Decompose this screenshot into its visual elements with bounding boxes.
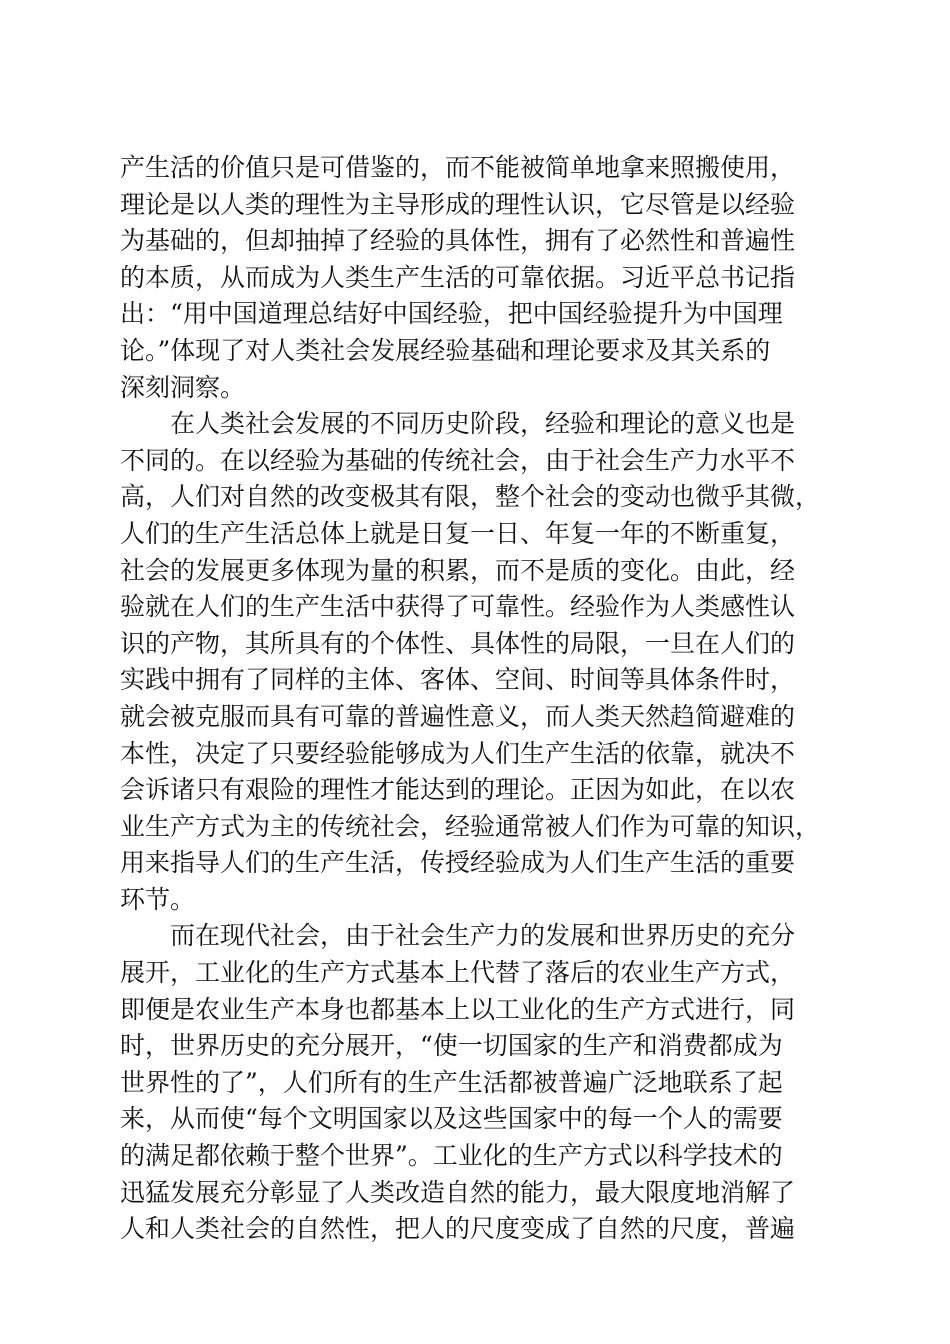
text-line: 社会的发展更多体现为量的积累，而不是质的变化。由此，经 [120,555,796,585]
text-line: 深刻洞察。 [120,372,246,402]
text-line: 不同的。在以经验为基础的传统社会，由于社会生产力水平不 [120,445,796,475]
text-line: 本性，决定了只要经验能够成为人们生产生活的依靠，就决不 [120,738,796,768]
text-line: 时，世界历史的充分展开，“使一切国家的生产和消费都成为 [120,1031,783,1061]
text-line: 人和人类社会的自然性，把人的尺度变成了自然的尺度，普遍 [120,1214,796,1244]
text-line: 论。”体现了对人类社会发展经验基础和理论要求及其关系的 [120,335,771,365]
text-line: 的本质，从而成为人类生产生活的可靠依据。习近平总书记指 [120,262,796,292]
text-line: 会诉诸只有艰险的理性才能达到的理论。正因为如此，在以农 [120,775,796,805]
text-line: 为基础的，但却抽掉了经验的具体性，拥有了必然性和普遍性 [120,226,796,256]
text-line: 迅猛发展充分彰显了人类改造自然的能力，最大限度地消解了 [120,1177,796,1207]
text-line: 人们的生产生活总体上就是日复一日、年复一年的不断重复， [120,518,796,548]
text-line: 高，人们对自然的改变极其有限，整个社会的变动也微乎其微， [120,482,821,512]
text-line: 世界性的了”，人们所有的生产生活都被普遍广泛地联系了起 [120,1067,783,1097]
text-line: 出：“用中国道理总结好中国经验，把中国经验提升为中国理 [120,299,783,329]
text-line: 环节。 [120,884,196,914]
text-line: 识的产物，其所具有的个体性、具体性的局限，一旦在人们的 [120,628,796,658]
text-line: 在人类社会发展的不同历史阶段，经验和理论的意义也是 [120,409,796,439]
text-line: 产生活的价值只是可借鉴的，而不能被简单地拿来照搬使用， [120,153,796,182]
text-line: 实践中拥有了同样的主体、客体、空间、时间等具体条件时， [120,665,796,695]
text-line: 的满足都依赖于整个世界”。工业化的生产方式以科学技术的 [120,1141,783,1171]
text-line: 即便是农业生产本身也都基本上以工业化的生产方式进行，同 [120,994,796,1024]
text-line: 验就在人们的生产生活中获得了可靠性。经验作为人类感性认 [120,592,796,622]
text-line: 就会被克服而具有可靠的普遍性意义，而人类天然趋简避难的 [120,701,796,731]
text-line: 用来指导人们的生产生活，传授经验成为人们生产生活的重要 [120,848,796,878]
text-line: 来，从而使“每个文明国家以及这些国家中的每一个人的需要 [120,1104,783,1134]
text-line: 展开，工业化的生产方式基本上代替了落后的农业生产方式， [120,958,796,988]
text-line: 理论是以人类的理性为主导形成的理性认识，它尽管是以经验 [120,189,796,219]
text-line: 而在现代社会，由于社会生产力的发展和世界历史的充分 [120,921,796,951]
text-line: 业生产方式为主的传统社会，经验通常被人们作为可靠的知识， [120,811,821,841]
body-text [120,150,830,1248]
